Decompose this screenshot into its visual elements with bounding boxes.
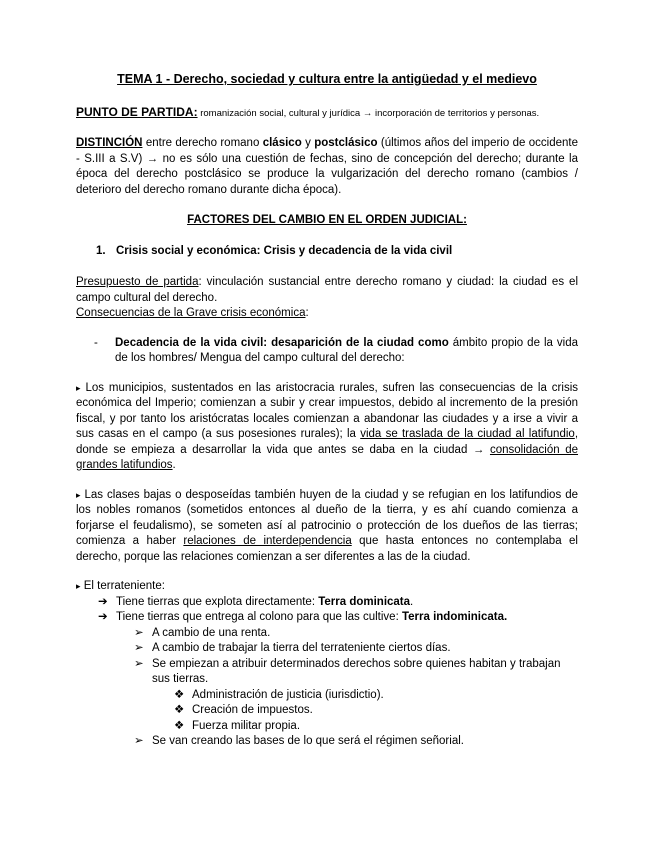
presupuesto-text: : vinculación sustancial entre derecho romano y ciudad: la ciudad es el campo cultural del derecho.	[76, 276, 578, 304]
list-item	[174, 703, 578, 719]
list-item	[98, 610, 578, 626]
decadencia-text	[115, 336, 578, 367]
consecuencias-label: Consecuencias de la Grave crisis económica	[76, 307, 306, 319]
triangle-bullet-icon: ▸	[76, 489, 81, 500]
document-page	[76, 72, 578, 750]
list-item-text	[116, 595, 413, 611]
chevron-bullet-icon: ➢	[134, 657, 144, 670]
distincion-text-1: entre derecho romano	[142, 137, 263, 149]
clases-text-2: que hasta entonces no contemplaba el derecho, porque las relaciones comienzan a ser diferentes a las de la ciudad.	[76, 535, 578, 563]
list-item	[174, 719, 578, 735]
distincion-clasico: clásico	[262, 137, 302, 149]
diamond-bullet-icon: ❖	[174, 688, 185, 701]
distincion-postclasico: postclásico	[314, 137, 378, 149]
distincion-label: DISTINCIÓN	[76, 137, 143, 149]
punto-de-partida-text: romanización social, cultural y jurídica → incorporación de territorios y personas.	[197, 107, 540, 119]
list-item	[98, 595, 578, 611]
distincion-paragraph	[76, 136, 578, 198]
list-item-text: Se empiezan a atribuir determinados derechos sobre quienes habitan y trabajan sus tierras.	[152, 657, 561, 685]
list-item-text: Se van creando las bases de lo que será el régimen señorial.	[152, 735, 464, 747]
section-1-number: 1.	[96, 244, 106, 257]
clases-paragraph	[76, 488, 578, 566]
triangle-bullet-icon: ▸	[76, 581, 81, 591]
list-item	[134, 626, 578, 642]
list-item	[134, 641, 578, 657]
punto-de-partida	[76, 105, 578, 122]
chevron-bullet-icon: ➢	[134, 626, 144, 639]
chevron-bullet-icon: ➢	[134, 642, 144, 654]
list-item-plain: Tiene tierras que explota directamente:	[116, 595, 319, 608]
decadencia-bold: Decadencia de la vida civil: desaparición de la ciudad como	[115, 336, 449, 349]
municipios-paragraph	[76, 381, 578, 474]
list-item	[174, 688, 578, 704]
terra-indominicata: Terra indominicata.	[401, 611, 508, 623]
distincion-text-2: y	[301, 137, 315, 149]
clases-text-1: Las clases bajas o desposeídas también huyen de la ciudad y se refugian en los latifundios de los nobles romanos (sometidos entonces al dueño de la tierra, y es ahí cuando comienza a forjarse el feudalismo), se someten así al patrocinio o protección de los dueños de las tierras; comienza a haber	[76, 488, 578, 547]
consecuencias-colon: :	[305, 307, 309, 319]
decadencia-rest: ámbito propio de la vida de los hombres/ Mengua del campo cultural del derecho:	[115, 336, 578, 364]
municipios-underline-2: consolidación de grandes latifundios	[76, 443, 579, 471]
municipios-underline-1: vida se traslada de la ciudad al latifundio	[360, 428, 575, 440]
decadencia-item	[94, 336, 578, 367]
dash-bullet: -	[94, 336, 98, 349]
section-1-heading	[96, 244, 578, 260]
terrateniente-heading	[76, 579, 578, 595]
distincion-text-3: (últimos años del imperio de occidente - S.III a S.V) → no es sólo una cuestión de fechas, sino de concepción del derecho; durante la época del derecho postclásico se produce la vulgarización del derecho romano (cambios / deterioro del derecho romano durante dicha época).	[76, 137, 579, 196]
terrateniente-label: El terrateniente:	[80, 580, 165, 592]
list-item-text: A cambio de trabajar la tierra del terrateniente ciertos días.	[152, 642, 451, 654]
list-item-end: .	[410, 595, 414, 608]
diamond-bullet-icon: ❖	[174, 704, 185, 716]
arrow-bullet-icon: ➔	[98, 595, 108, 608]
triangle-bullet-icon: ▸	[76, 382, 81, 393]
clases-underline-1: relaciones de interdependencia	[183, 535, 352, 547]
chevron-bullet-icon: ➢	[134, 735, 144, 747]
consecuencias-line	[76, 306, 578, 322]
diamond-bullet-icon: ❖	[174, 719, 185, 732]
list-item-text: Fuerza militar propia.	[192, 719, 301, 732]
section-1-title: Crisis social y económica: Crisis y decadencia de la vida civil	[116, 244, 453, 257]
list-item-text: A cambio de una renta.	[152, 626, 271, 639]
presupuesto-paragraph	[76, 275, 578, 306]
list-item-plain: Tiene tierras que entrega al colono para que las cultive:	[116, 611, 402, 623]
municipios-text-2: , donde se empieza a desarrollar la vida que antes se daba en la ciudad →	[76, 428, 579, 456]
list-item-text: Administración de justicia (iurisdictio).	[192, 688, 384, 701]
list-item-text	[116, 610, 507, 626]
punto-de-partida-label: PUNTO DE PARTIDA:	[76, 104, 198, 119]
list-item	[134, 657, 578, 688]
presupuesto-label: Presupuesto de partida	[76, 276, 199, 288]
terra-dominicata: Terra dominicata	[318, 595, 411, 608]
list-item	[134, 734, 578, 750]
municipios-text-1: Los municipios, sustentados en las aristocracia rurales, sufren las consecuencias de la crisis económica del Imperio; comienzan a subir y crear impuestos, debido al incremento de la presión fiscal, y por tanto los aristócratas locales comienzan a abandonar las ciudades y a irse a vivir a sus casas en el campo (a sus posesiones rurales); la	[76, 381, 578, 440]
arrow-bullet-icon: ➔	[98, 611, 108, 623]
list-item-text: Creación de impuestos.	[192, 704, 313, 716]
municipios-text-3: .	[172, 459, 176, 471]
factores-title: FACTORES DEL CAMBIO EN EL ORDEN JUDICIAL:	[187, 214, 467, 226]
document-title: TEMA 1 - Derecho, sociedad y cultura entre la antigüedad y el medievo	[117, 72, 537, 86]
